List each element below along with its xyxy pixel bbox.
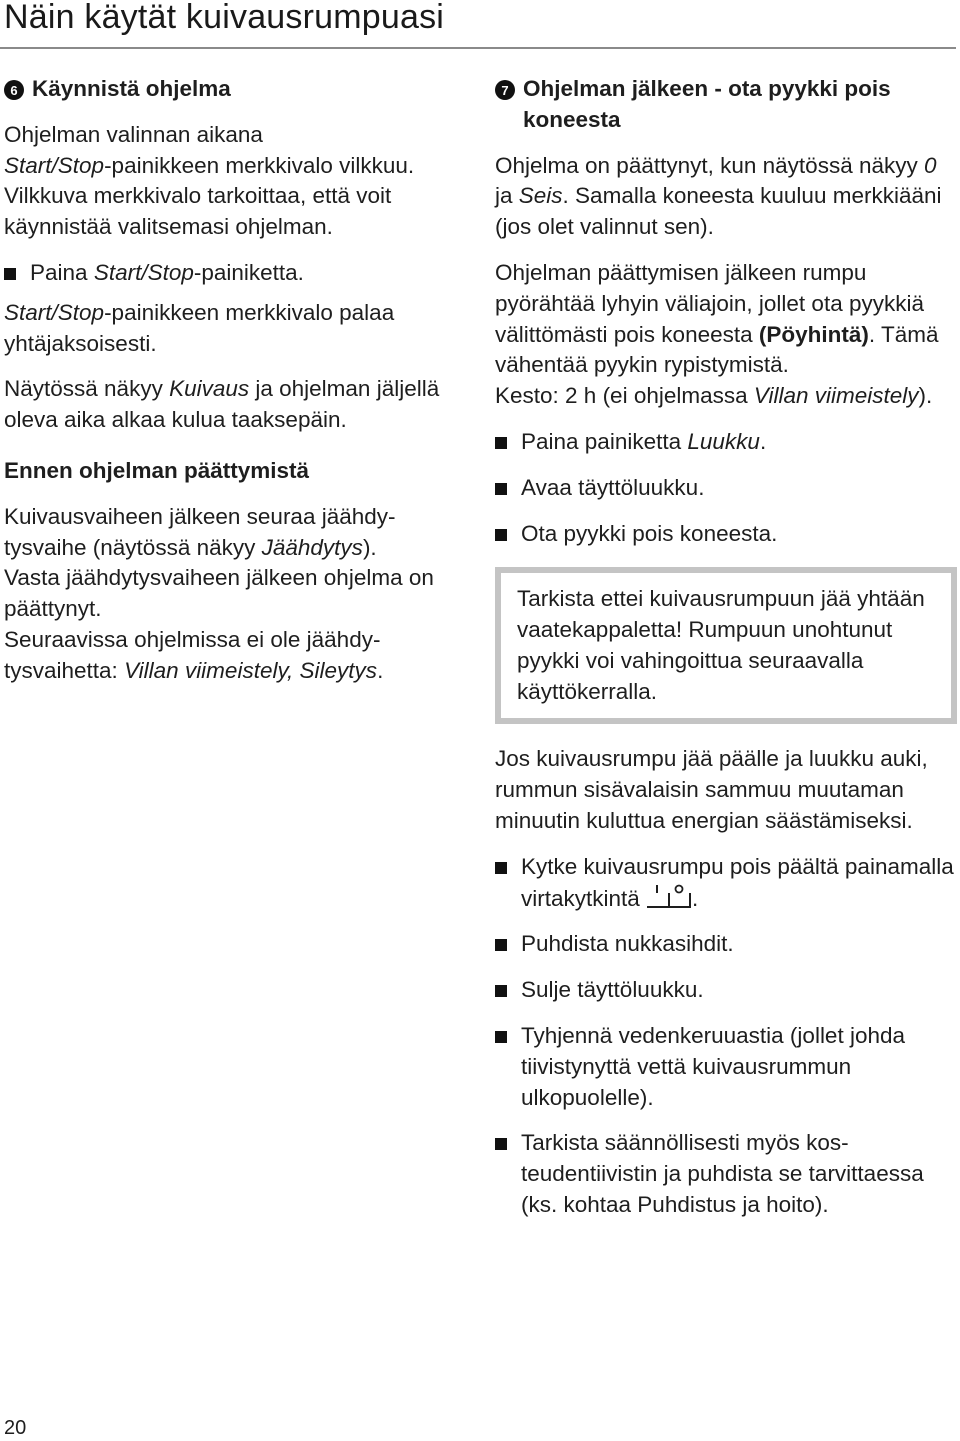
- lamp-paragraph: Jos kuivausrumpu jää päälle ja luukku auki, rummun sisävalaisin sammuu muutaman minuutin kuluttua energian säästämiseksi.: [495, 746, 928, 833]
- square-bullet-icon: [495, 985, 507, 997]
- intro-paragraph: Ohjelman valinnan aikana Start/Stop-painikkeen merkkivalo vilkkuu. Vilkkuva merkkivalo tarkoittaa, että voit käynnistää valitsemasi ohjelman.: [4, 121, 415, 240]
- bullet-press-start: Paina Start/Stop-painiketta.: [4, 258, 470, 289]
- bullet-open-door: Avaa täyttöluukku.: [495, 473, 957, 504]
- square-bullet-icon: [495, 437, 507, 449]
- step-6-badge-icon: 6: [4, 80, 24, 100]
- power-switch-icon: [646, 883, 692, 909]
- square-bullet-icon: [495, 862, 507, 874]
- bullet-close-door: Sulje täyttöluukku.: [495, 975, 957, 1006]
- left-column: [4, 74, 470, 687]
- step-7-badge-icon: 7: [495, 80, 515, 100]
- step-6-heading: [4, 74, 470, 105]
- tumble-paragraph: Ohjelman päättymisen jälkeen rumpu pyörähtää lyhyin väliajoin, jollet ota pyykkiä välittömästi pois koneesta (Pöyhintä). Tämä vähentää pyykin rypistymistä.: [495, 259, 939, 378]
- square-bullet-icon: [495, 939, 507, 951]
- right-column: [495, 74, 957, 1221]
- square-bullet-icon: [495, 529, 507, 541]
- bullet-check-condenser: Tarkista säännöllisesti myös kosteudentiivistin ja puhdista se tarvittaessa (ks. kohtaa Puhdistus ja hoito).: [495, 1128, 957, 1220]
- bullet-empty-container: Tyhjennä vedenkeruuastia (jollet johda tiivistynyttä vettä kuivausrummun ulkopuolelle).: [495, 1021, 957, 1113]
- bullet-press-door: Paina painiketta Luukku.: [495, 427, 957, 458]
- before-end-subheading: Ennen ohjelman päättymistä: [4, 457, 310, 483]
- bullet-remove-laundry: Ota pyykki pois koneesta.: [495, 519, 957, 550]
- step-7-heading: [495, 74, 957, 136]
- bullet-switch-off: Kytke kuivausrumpu pois päältä painamalla virtakytkintä .: [495, 852, 957, 915]
- display-paragraph: Näytössä näkyy Kuivaus ja ohjelman jäljellä oleva aika alkaa kulua taaksepäin.: [4, 376, 440, 433]
- start-light-paragraph: Start/Stop-painikkeen merkkivalo palaa yhtäjaksoisesti.: [4, 299, 395, 356]
- title-rule: [0, 47, 956, 49]
- no-cooling-paragraph: Seuraavissa ohjelmissa ei ole jäähdytysvaihetta: Villan viimeistely, Sileytys.: [4, 626, 384, 683]
- program-finished-paragraph: Ohjelma on päättynyt, kun näytössä näkyy 0 ja Seis. Samalla koneesta kuuluu merkkiääni (jos olet valinnut sen).: [495, 152, 942, 240]
- step-7-title: Ohjelman jälkeen - ota pyykki pois koneesta: [523, 76, 891, 132]
- program-ended-paragraph: Vasta jäähdytysvaiheen jälkeen ohjelma on päättynyt.: [4, 565, 434, 622]
- step-6-title: Käynnistä ohjelma: [32, 76, 231, 101]
- square-bullet-icon: [4, 268, 16, 280]
- page-number: 20: [4, 1417, 27, 1439]
- warning-text: Tarkista ettei kuivausrumpuun jää yhtään vaatekappaletta! Rumpuun unohtunut pyykki voi vahingoittua seuraavalla käyttökerralla.: [517, 586, 925, 705]
- square-bullet-icon: [495, 1138, 507, 1150]
- page-title: Näin käytät kuivausrumpuasi: [4, 0, 445, 36]
- warning-box: [495, 567, 957, 724]
- cooling-paragraph: Kuivausvaiheen jälkeen seuraa jäähdytysvaihe (näytössä näkyy Jäähdytys).: [4, 503, 396, 560]
- bullet-clean-filters: Puhdista nukkasihdit.: [495, 929, 957, 960]
- duration-paragraph: Kesto: 2 h (ei ohjelmassa Villan viimeistely).: [495, 383, 933, 409]
- square-bullet-icon: [495, 1031, 507, 1043]
- square-bullet-icon: [495, 483, 507, 495]
